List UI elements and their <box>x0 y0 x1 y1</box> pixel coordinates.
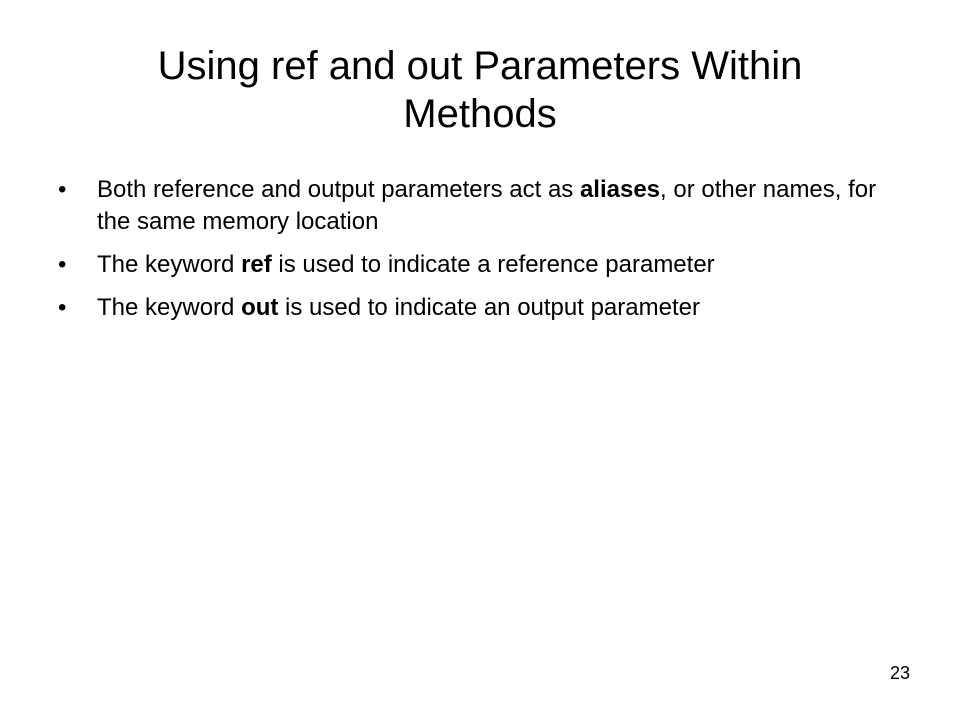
page-number: 23 <box>889 663 910 683</box>
bullet-text-bold: out <box>241 294 279 321</box>
title-line-1: Using ref and out Parameters Within <box>157 44 803 88</box>
bullet-item <box>58 249 908 281</box>
bullet-marker: • <box>58 294 67 321</box>
bullet-text-after: is used to indicate a reference parameter <box>271 251 715 278</box>
bullet-list <box>58 174 908 335</box>
bullet-item <box>58 292 908 324</box>
bullet-text <box>97 176 876 235</box>
slide-title <box>80 42 880 138</box>
bullet-text-bold: ref <box>241 251 272 278</box>
bullet-item <box>58 174 908 238</box>
bullet-text <box>97 251 715 278</box>
bullet-text-before: The keyword <box>97 251 242 278</box>
bullet-text-bold: aliases <box>579 176 661 203</box>
bullet-marker: • <box>58 176 67 203</box>
bullet-marker: • <box>58 251 67 278</box>
bullet-text-before: The keyword <box>97 294 242 321</box>
bullet-text-before: Both reference and output parameters act as <box>97 176 580 203</box>
title-line-2: Methods <box>403 92 557 136</box>
bullet-text-after: , or other names, for the same memory location <box>97 176 877 235</box>
bullet-text-after: is used to indicate an output parameter <box>278 294 700 321</box>
bullet-text <box>97 294 700 321</box>
